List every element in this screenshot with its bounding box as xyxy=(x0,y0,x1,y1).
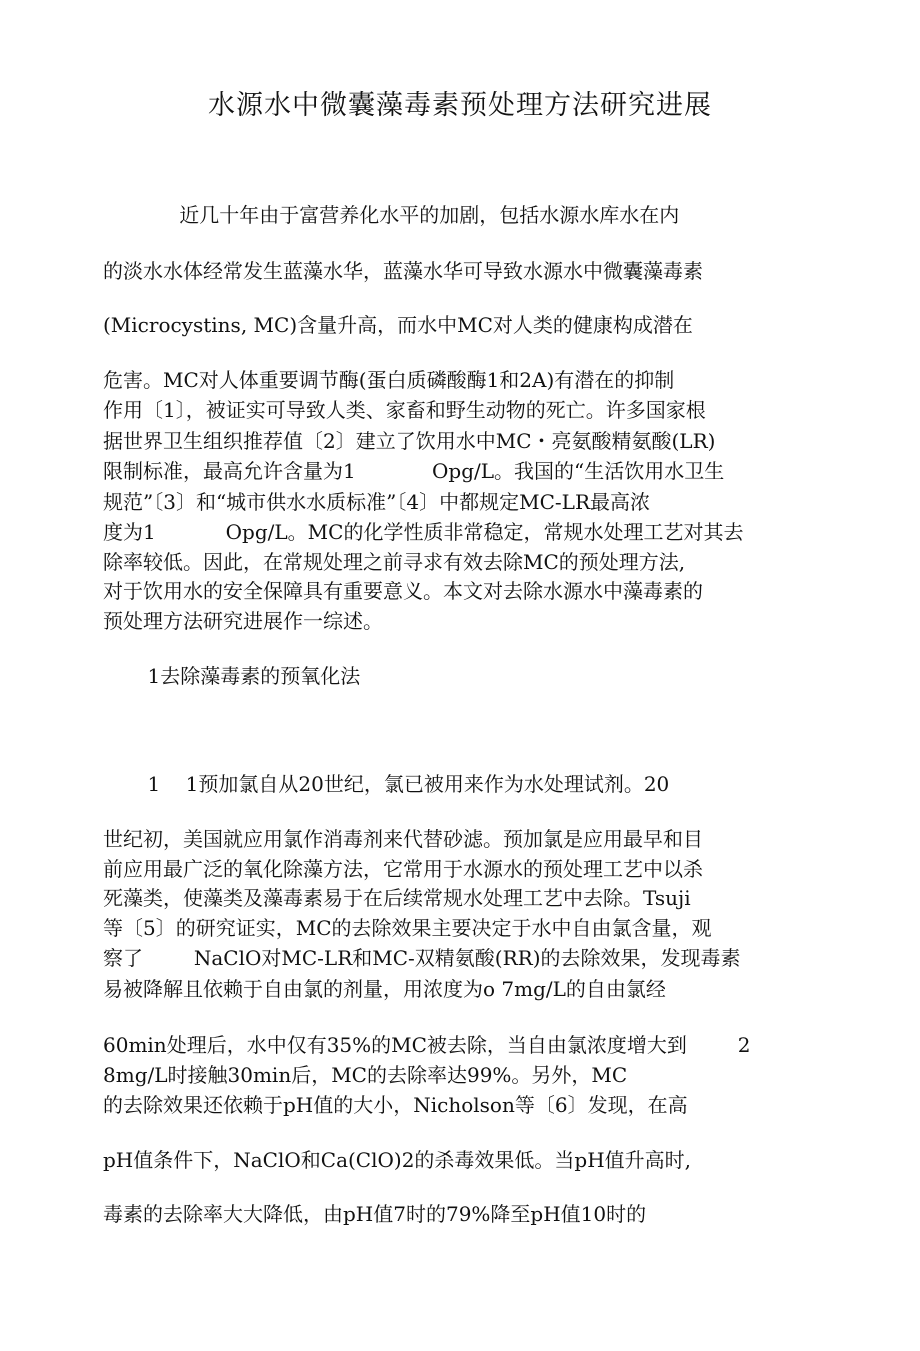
paragraph-line: 8mg/L时接触30min后，MC的去除率达99%。另外，MC xyxy=(103,1063,628,1087)
section-heading: 1去除藻毒素的预氧化法 xyxy=(103,664,361,688)
paragraph-line: 据世界卫生组织推荐值〔2〕建立了饮用水中MC・亮氨酸精氨酸(LR) xyxy=(103,429,716,453)
paragraph-line: 限制标准，最高允许含量为1 Opg/L。我国的“生活饮用水卫生 xyxy=(103,459,725,483)
paragraph-line: 等〔5〕的研究证实，MC的去除效果主要决定于水中自由氯含量，观 xyxy=(103,916,712,940)
paragraph-line: 1 1预加氯自从20世纪，氯已被用来作为水处理试剂。20 xyxy=(103,772,670,796)
paragraph-line: 近几十年由于富营养化水平的加剧，包括水源水库水在内 xyxy=(103,203,680,227)
paragraph-line: 前应用最广泛的氧化除藻方法，它常用于水源水的预处理工艺中以杀 xyxy=(103,857,703,881)
paragraph-line: 死藻类，使藻类及藻毒素易于在后续常规水处理工艺中去除。Tsuji xyxy=(103,886,691,910)
paragraph-line: 度为1 Opg/L。MC的化学性质非常稳定，常规水处理工艺对其去 xyxy=(103,520,744,544)
paragraph-line: 预处理方法研究进展作一综述。 xyxy=(103,609,383,633)
paragraph-line: 危害。MC对人体重要调节酶(蛋白质磷酸酶1和2A)有潜在的抑制 xyxy=(103,368,675,392)
paragraph-line: 易被降解且依赖于自由氯的剂量，用浓度为o 7mg/L的自由氯经 xyxy=(103,977,666,1001)
paragraph-line: 毒素的去除率大大降低，由pH值7时的79%降至pH值10时的 xyxy=(103,1202,647,1226)
paragraph-line: 作用〔1〕，被证实可导致人类、家畜和野生动物的死亡。许多国家根 xyxy=(103,398,706,422)
paragraph-line: pH值条件下，NaClO和Ca(ClO)2的杀毒效果低。当pH值升高时, xyxy=(103,1148,692,1172)
document-title: 水源水中微囊藻毒素预处理方法研究进展 xyxy=(208,90,712,121)
paragraph-line: (Microcystins, MC)含量升高，而水中MC对人类的健康构成潜在 xyxy=(103,313,693,337)
paragraph-line: 世纪初，美国就应用氯作消毒剂来代替砂滤。预加氯是应用最早和目 xyxy=(103,827,703,851)
paragraph-line: 对于饮用水的安全保障具有重要意义。本文对去除水源水中藻毒素的 xyxy=(103,579,703,603)
paragraph-line: 的去除效果还依赖于pH值的大小，Nicholson等〔6〕发现，在高 xyxy=(103,1093,688,1117)
paragraph-line: 除率较低。因此，在常规处理之前寻求有效去除MC的预处理方法, xyxy=(103,550,686,574)
paragraph-line: 察了 NaClO对MC-LR和MC-双精氨酸(RR)的去除效果，发现毒素 xyxy=(103,946,741,970)
paragraph-line: 60min处理后，水中仅有35%的MC被去除，当自由氯浓度增大到 2 xyxy=(103,1033,751,1057)
paragraph-line: 的淡水水体经常发生蓝藻水华，蓝藻水华可导致水源水中微囊藻毒素 xyxy=(103,259,703,283)
paragraph-line: 规范”〔3〕和“城市供水水质标准”〔4〕中都规定MC-LR最高浓 xyxy=(103,490,651,514)
